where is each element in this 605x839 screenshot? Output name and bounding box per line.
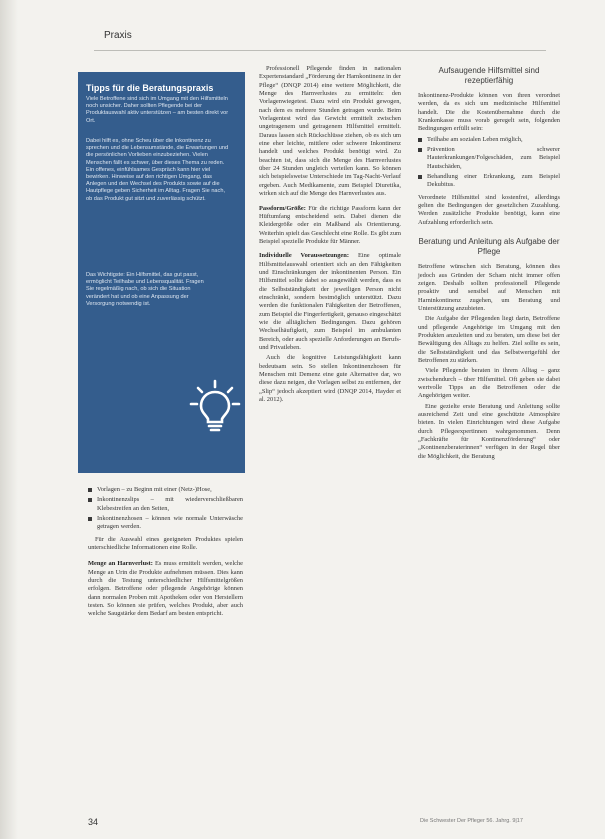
list-item-text: Inkontinenzslips – mit wiederverschließbaren Klebestreifen an den Seiten,	[97, 496, 243, 512]
list-item-text: Inkontinenzhosen – können wie normale Unterwäsche getragen werden.	[97, 515, 243, 531]
run-in-heading: Individuelle Voraussetzungen:	[259, 252, 349, 260]
list-item	[418, 173, 560, 190]
list-item	[88, 486, 243, 494]
bullet-square-icon	[418, 148, 422, 152]
tip-box-paragraph: Viele Betroffene sind sich im Umgang mit den Hilfsmitteln noch unsicher. Daher sollten Pflegende bei der Produktauswahl aktiv unterstützen – am besten direkt vor Ort.	[86, 96, 229, 124]
run-in-heading: Passform/Größe:	[259, 204, 306, 212]
body-paragraph	[259, 205, 401, 247]
page-number: 34	[88, 817, 99, 827]
product-type-list	[88, 486, 243, 532]
body-paragraph: Auch die kognitive Leistungsfähigkeit kann bedeutsam sein. So stellen Inkontinenzhosen für Menschen mit Demenz eine gute Alternative dar, wo diese dazu neigen, die Vorlagen selbst zu entfernen, der „Slip“ jedoch akzeptiert wird (DNQP 2014, Hayder et al. 2012).	[259, 354, 401, 404]
body-paragraph: Die Aufgabe der Pflegenden liegt darin, Betroffene und pflegende Angehörige im Umgang mit den Produkten anzuleiten und zu beraten, um diese bei der Bewältigung des Alltags zu helfen. Ziel sollte es sein, die Selbstständigkeit und das Selbstwertgefühl der Betroffenen zu stärken.	[418, 315, 560, 364]
section-heading: Beratung und Anleitung als Aufgabe der Pflege	[418, 237, 560, 257]
tip-box-paragraph: Das Wichtigste: Ein Hilfsmittel, das gut passt, ermöglicht Teilhabe und Lebensqualität. Fragen Sie regelmäßig nach, ob sich die Situation verändert hat und ob eine Anpassung der Versorgung notwendig ist.	[86, 272, 204, 307]
tip-box-title: Tipps für die Beratungspraxis	[86, 83, 214, 93]
bullet-square-icon	[418, 138, 422, 142]
list-item	[88, 515, 243, 532]
body-paragraph: Viele Pflegende beraten in ihrem Alltag – ganz zwischendurch – über Hilfsmittel. Oft geben sie dabei wertvolle Tipps an die Betroffenen oder die Angehörigen weiter.	[418, 367, 560, 400]
lightbulb-icon	[187, 378, 243, 434]
column-3-text	[418, 66, 560, 463]
tip-box	[78, 72, 245, 473]
bullet-square-icon	[418, 175, 422, 179]
body-paragraph: Professionell Pflegende finden in nationalen Expertenstandard „Förderung der Harnkontinenz in der Pflege“ (DNQP 2014) eine weitere Möglichkeit, die Menge des Harnverlustes zu ermitteln: den Vorlagenwiegetest. Dazu wird ein Produkt gewogen, nach dem es mehrere Stunden getragen wurde. Beim Vorlagentest wird das Gewicht ermittelt zwischen ungetragenem und getragenem Hilfsmittel ermittelt. Daraus lassen sich Rückschlüsse ziehen, ob es sich um eine eher leichte, mittlere oder schwere Inkontinenz handelt und welches Produkt benötigt wird. Zu beachten ist, dass sich die Menge des Harnverlustes über 24 Stunden ungleich verteilen kann. So können sich beispielsweise Unterschiede im Tag-Nacht-Verlauf ergeben. Auch Medikamente, zum Beispiel Diuretika, wirken sich auf die Menge des Harnverlustes aus.	[259, 65, 401, 198]
list-item-text: Prävention schwerer Hauterkrankungen/Folgeschäden, zum Beispiel Hautschäden,	[427, 146, 560, 170]
list-item	[418, 136, 560, 144]
body-paragraph: Verordnete Hilfsmittel sind kostenfrei, allerdings gelten die Bedingungen der gesetzlichen Zuzahlung. Werden zusätzliche Produkte benötigt, kann eine Aufzahlung erforderlich sein.	[418, 193, 560, 226]
journal-footer: Die Schwester Der Pfleger 56. Jahrg. 9|17	[420, 818, 523, 824]
body-paragraph: Für die Auswahl eines geeigneten Produktes spielen unterschiedliche Informationen eine Rolle.	[88, 535, 243, 552]
prescription-conditions-list	[418, 136, 560, 190]
body-paragraph: Betroffene wünschen sich Beratung, können dies jedoch aus Gründen der Scham nicht immer offen zeigen. Deshalb sollten professionell Pflegende proaktiv und sensibel auf Menschen mit Harninkontinenz zugehen, um Beratung und Unterstützung anzubieten.	[418, 263, 560, 312]
list-item-text: Vorlagen – zu Beginn mit einer (Netz-)Hose,	[97, 486, 212, 493]
column-2-text	[259, 65, 401, 406]
bullet-square-icon	[88, 498, 92, 502]
body-paragraph	[259, 252, 401, 352]
page-gutter-shadow	[0, 0, 18, 839]
bullet-square-icon	[88, 517, 92, 521]
section-label: Praxis	[104, 30, 132, 41]
section-heading: Aufsaugende Hilfsmittel sind rezeptierfähig	[438, 66, 540, 85]
header-rule	[94, 50, 546, 51]
bullet-square-icon	[88, 488, 92, 492]
body-paragraph: Eine gezielte erste Beratung und Anleitung sollte ausreichend Zeit und eine geschützte Atmosphäre bieten. In vielen Einrichtungen wird diese Aufgabe durch Pflegeexpertinnen wahrgenommen. Denn „Fachkräfte für Kontinenzförderung“ oder „Kontinenzberaterinnen“ verfügen in der Regel über die Möglichkeit, die Beratung	[418, 402, 560, 460]
list-item	[88, 496, 243, 513]
tip-box-paragraph: Dabei hilft es, ohne Scheu über die Inkontinenz zu sprechen und die Lebensumstände, die Erwartungen und die persönlichen Vorlieben einzubeziehen. Vielen Menschen fällt es schwer, über dieses Thema zu reden. Ein offenes, einfühlsames Gespräch kann hier viel bewirken. Hinweise auf den richtigen Umgang, das Anlegen und den Wechsel des Produkts sowie auf die Hautpflege geben Sicherheit im Alltag. Fragen Sie nach, ob das Produkt gut sitzt und zuverlässig schützt.	[86, 138, 229, 202]
paragraph-text: Eine optimale Hilfsmittelauswahl orientiert sich an den Fähigkeiten und Einschränkungen der inkontinenten Person. Ein Hilfsmittel sollte dabei so ausgewählt werden, dass es die Selbstständigkeit der jeweiligen Person nicht einschränkt, sondern bestmöglich unterstützt. Dazu werden die funktionalen Fähigkeiten der Betroffenen, zum Beispiel die Fingerfertigkeit, genauso eingeschätzt wie die alltäglichen Bedingungen. Dazu gehören Wechselhäufigkeit, zum Beispiel im ambulanten Bereich, oder auch spezielle Anforderungen an Berufs- und Privatleben.	[259, 252, 401, 351]
paragraph-text: Es muss ermittelt werden, welche Menge an Urin die Produkte aufnehmen müssen. Dies kann durch die Testung unterschiedlicher Hilfsmittelgrößen erfolgen. Betroffene oder pflegende Angehörige können dann normalen Proben mit Apotheken oder von Herstellern testen. So können sie prüfen, welches Produkt, aber auch welche Saugstärke dem Bedarf am besten entspricht.	[88, 560, 243, 618]
body-paragraph	[88, 560, 243, 618]
list-item	[418, 146, 560, 171]
list-item-text: Behandlung einer Erkrankung, zum Beispiel Dekubitus.	[427, 173, 560, 189]
list-item-text: Teilhabe am sozialen Leben möglich,	[427, 135, 523, 143]
paragraph-text: Für die richtige Passform kann der Hüftumfang entscheidend sein. Dabei dienen die Kleidergröße oder ein Maßband als Orientierung. Weiterhin spielt das Geschlecht eine Rolle. Es gibt zum Beispiel spezielle Produkte für Männer.	[259, 204, 401, 245]
column-1-text	[88, 486, 243, 621]
run-in-heading: Menge an Harnverlust:	[88, 560, 153, 568]
body-paragraph: Inkontinenz-Produkte können von ihren verordnet werden, da es sich um medizinische Hilfsmittel handelt. Die die Kostenübernahme durch die Krankenkasse muss vorab geregelt sein, folgenden Bedingungen erfüllt sein:	[418, 92, 560, 133]
